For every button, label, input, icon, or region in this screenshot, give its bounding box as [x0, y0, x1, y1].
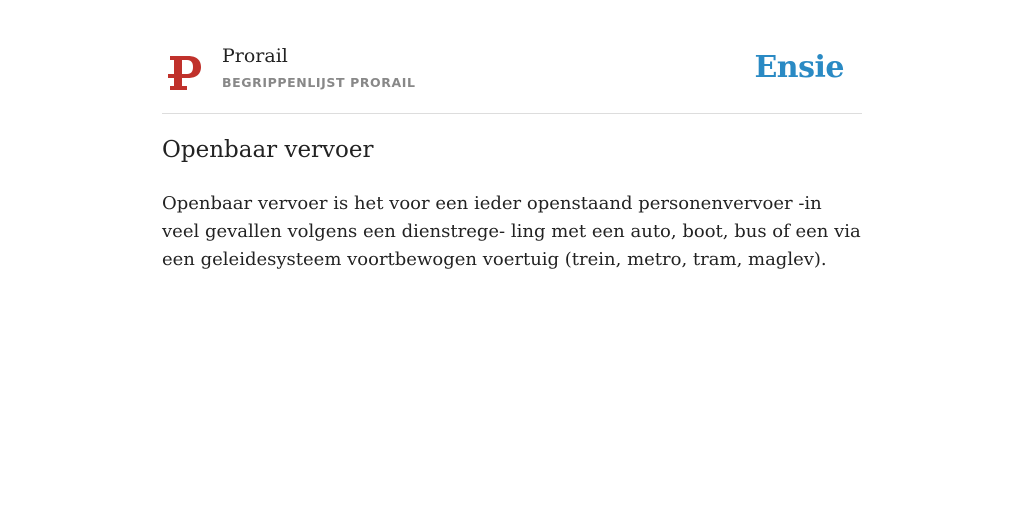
term-definition: Openbaar vervoer is het voor een ieder openstaand personenvervoer -in veel gevallen volgens een dienstrege- ling met een auto, boot, bus of een via een geleidesysteem voortbewogen voertuig (trein, metro, tram, maglev).: [162, 193, 861, 270]
brand-subtitle: BEGRIPPENLIJST PRORAIL: [222, 75, 416, 90]
term-title: Openbaar vervoer: [162, 137, 374, 163]
ensie-logo-link[interactable]: Ensie: [754, 50, 844, 85]
header: [162, 0, 862, 114]
brand-name-link[interactable]: Prorail: [222, 45, 288, 67]
page-container: [162, 0, 862, 270]
prorail-logo-icon[interactable]: [168, 52, 204, 92]
